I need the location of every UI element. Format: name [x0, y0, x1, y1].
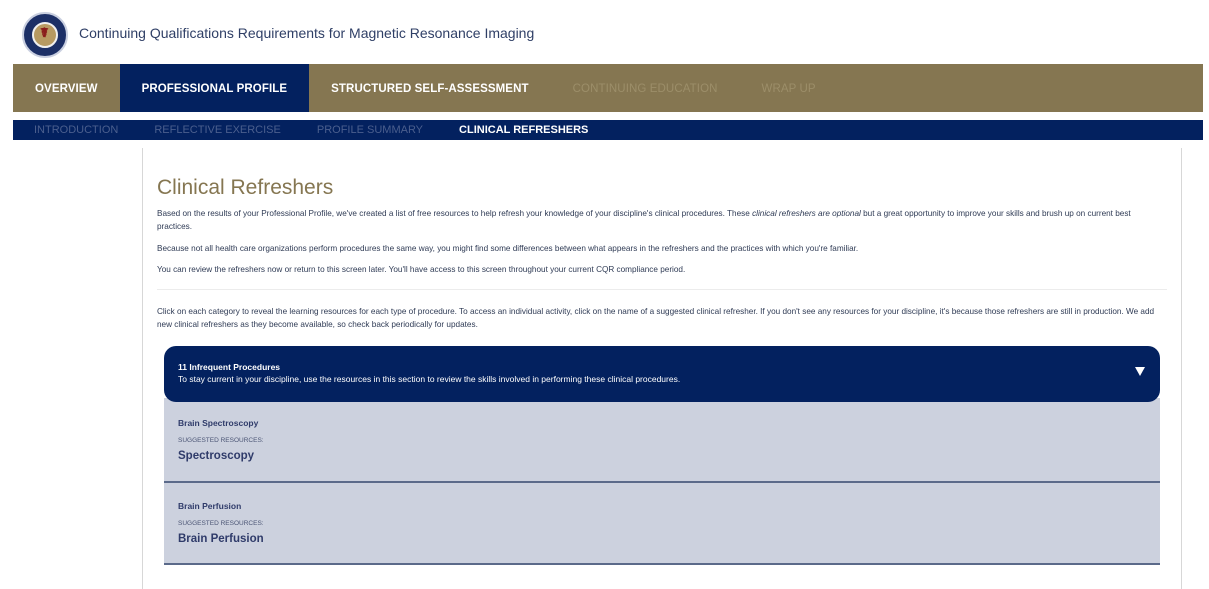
tab-structured-self-assessment[interactable]: STRUCTURED SELF-ASSESSMENT	[331, 83, 529, 95]
subtab-clinical-refreshers[interactable]: CLINICAL REFRESHERS	[459, 124, 589, 136]
suggested-resources-label: SUGGESTED RESOURCES:	[178, 437, 264, 444]
tab-overview[interactable]: OVERVIEW	[35, 83, 98, 95]
section-divider	[157, 289, 1167, 290]
resource-link-spectroscopy[interactable]: Spectroscopy	[178, 450, 255, 462]
review-later-paragraph: You can review the refreshers now or return to this screen later. You'll have access to this screen throughout your current CQR compliance period.	[157, 265, 686, 274]
tab-professional-profile[interactable]: PROFESSIONAL PROFILE	[120, 64, 310, 112]
intro-text-1: Based on the results of your Professional Profile, we've created a list of free resources to help refresh your knowledge of your discipline's clinical procedures. These	[157, 209, 753, 218]
subtab-reflective-exercise[interactable]: REFLECTIVE EXERCISE	[154, 124, 281, 136]
sub-nav	[13, 120, 1203, 140]
accordion-description: To stay current in your discipline, use the resources in this section to review the skills involved in performing these clinical procedures.	[178, 374, 681, 384]
suggested-resources-label: SUGGESTED RESOURCES:	[178, 520, 264, 527]
intro-paragraph	[157, 207, 1157, 233]
accordion-header[interactable]	[164, 346, 1160, 402]
instructions-paragraph: Click on each category to reveal the learning resources for each type of procedure. To access an individual activity, click on the name of a suggested clinical refresher. If you don't see any resources for your discipline, it's because those refreshers are still in production. We add new clinical refreshers as they become available, so check back periodically for updates.	[157, 307, 1155, 329]
logo-emblem	[32, 22, 58, 48]
tab-wrap-up: WRAP UP	[761, 83, 816, 95]
arrt-logo	[22, 12, 68, 58]
intro-italic-text: clinical refreshers are optional	[752, 209, 861, 218]
procedure-item	[164, 483, 1160, 565]
resource-link-brain-perfusion[interactable]: Brain Perfusion	[178, 533, 264, 545]
procedure-name: Brain Spectroscopy	[178, 418, 259, 428]
main-nav	[13, 64, 1203, 112]
accordion-title: 11 Infrequent Procedures	[178, 362, 281, 372]
intro-text-2: but a great opportunity to improve your skills and brush up on current best practices.	[157, 209, 1131, 231]
differences-paragraph: Because not all health care organizations perform procedures the same way, you might find some differences between what appears in the refreshers and the practices with which you're familiar.	[157, 244, 859, 253]
app-title: Continuing Qualifications Requirements for Magnetic Resonance Imaging	[79, 25, 535, 41]
accordion-infrequent-procedures	[164, 346, 1160, 565]
procedure-item	[164, 398, 1160, 483]
page-title: Clinical Refreshers	[157, 176, 334, 199]
content-panel	[142, 148, 1182, 589]
app-header	[0, 0, 1209, 64]
logo-symbol-icon: ☤	[40, 26, 49, 41]
tab-continuing-education: CONTINUING EDUCATION	[572, 83, 718, 95]
subtab-profile-summary[interactable]: PROFILE SUMMARY	[316, 124, 424, 136]
procedure-name: Brain Perfusion	[178, 501, 242, 511]
accordion-body	[164, 398, 1160, 565]
chevron-down-icon[interactable]	[1134, 365, 1146, 377]
subtab-introduction[interactable]: INTRODUCTION	[34, 124, 119, 136]
